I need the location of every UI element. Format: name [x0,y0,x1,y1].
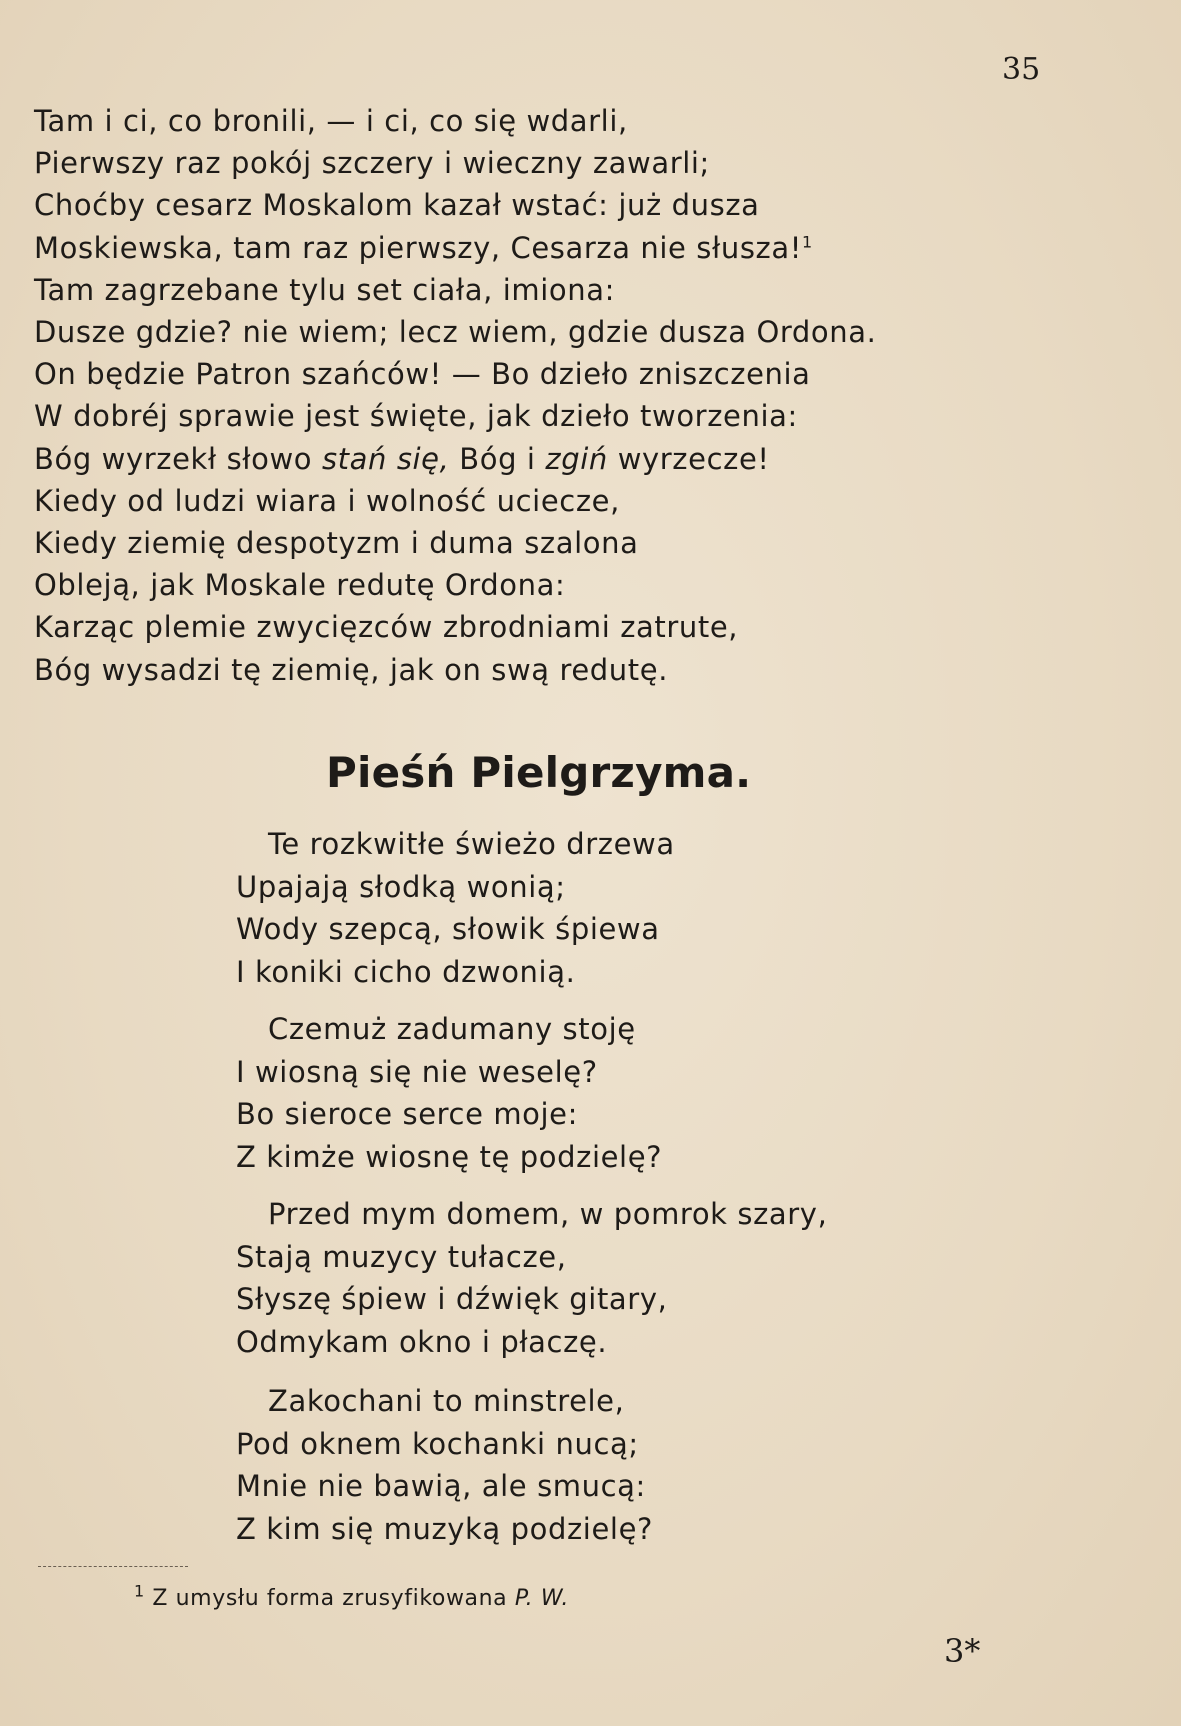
poem-title: Pieśń Pielgrzyma. [326,748,752,797]
verse-line: Choćby cesarz Moskalom kazał wstać: już dusza [34,188,760,223]
verse-line: Słyszę śpiew i dźwięk gitary, [236,1282,668,1316]
verse-line: On będzie Patron szańców! — Bo dzieło zniszczenia [34,357,811,392]
footnote-author: P. W. [514,1586,570,1611]
verse-line: Pod oknem kochanki nucą; [236,1426,639,1461]
poem-stanza [236,1380,653,1550]
verse-text: Bóg wyrzekł słowo [34,441,322,476]
verse-line: Mnie nie bawią, ale smucą: [236,1469,646,1503]
top-stanza [34,100,876,691]
poem-stanza [236,1193,827,1363]
verse-italic: zgiń [545,441,608,476]
verse-italic: stań się, [321,441,450,476]
verse-line: Czemuż zadumany stoję [268,1012,636,1046]
page-number: 35 [1002,52,1041,87]
verse-line: Wody szepcą, słowik śpiewa [236,912,660,946]
verse-text: wyrzecze! [607,441,770,476]
verse-line: Bo sieroce serce moje: [236,1097,578,1131]
verse-line: Z kim się muzyką podzielę? [236,1511,653,1546]
verse-line: Bóg wysadzi tę ziemię, jak on swą redutę. [34,652,669,687]
footnote-divider [38,1566,188,1567]
poem-stanza [236,823,675,993]
verse-line: Kiedy od ludzi wiara i wolność ucieczе, [34,483,620,518]
footnote-text: Z umysłu forma zrusyfikowana [152,1586,508,1611]
verse-line: Tam i ci, co bronili, — i ci, co się wdarli, [34,104,628,138]
verse-line: Stają muzycy tułacze, [236,1239,567,1274]
signature-mark: 3* [944,1632,981,1670]
verse-line: Kiedy ziemię despotyzm i duma szalona [34,526,639,561]
footnote-marker: 1 [134,1581,145,1601]
verse-line [34,438,876,480]
verse-line: I wiosną się nie weselę? [236,1054,598,1089]
verse-line: I koniki cicho dzwonią. [236,954,576,989]
poem-stanza [236,1008,662,1178]
verse-line [34,227,876,269]
verse-line: Przed mym domem, w pomrok szary, [268,1197,828,1231]
verse-line: Z kimże wiosnę tę podzielę? [236,1139,663,1174]
verse-text: Bóg i [449,441,546,476]
verse-line: Dusze gdzie? nie wiem; lecz wiem, gdzie dusza Ordona. [34,315,877,350]
verse-line: Odmykam okno i płaczę. [236,1324,608,1359]
verse-line: Karząc plemie zwycięzców zbrodniami zatrute, [34,610,739,645]
verse-line: Upajają słodką wonią; [236,869,566,904]
footnote [134,1581,570,1611]
footnote-marker: 1 [801,231,813,251]
verse-line: Pierwszy raz pokój szczery i wieczny zawarli; [34,146,710,181]
verse-line: Zakochani to minstrele, [268,1384,625,1418]
verse-line: Tam zagrzebane tylu set ciała, imiona: [34,272,615,307]
verse-line: Obleją, jak Moskale redutę Ordona: [34,568,566,603]
verse-text: Moskiewska, tam raz pierwszy, Cesarza nie słusza! [34,230,802,265]
verse-line: Te rozkwitłe świeżo drzewa [268,827,675,861]
verse-line: W dobréj sprawie jest święte, jak dzieło tworzenia: [34,399,798,434]
